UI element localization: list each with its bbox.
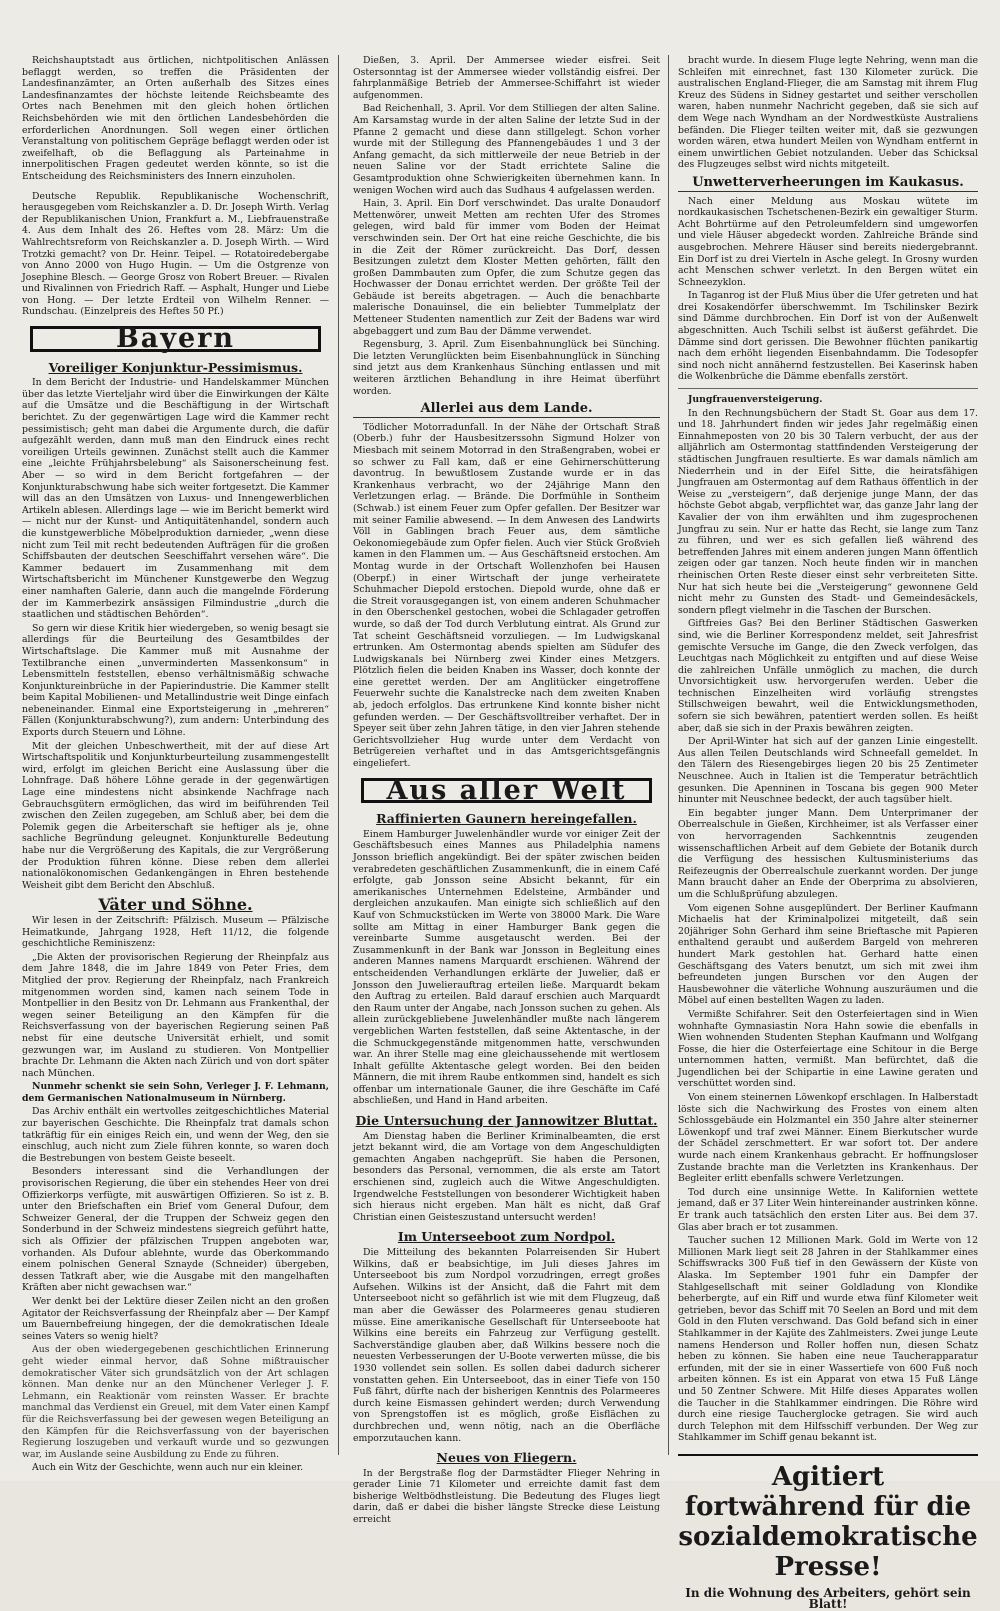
column-middle — [353, 55, 660, 1526]
article-headline: Väter und Söhne. — [98, 895, 253, 915]
article-paragraph: Am Dienstag haben die Berliner Kriminalbeamten, die erst jetzt bekannt wird, die am Vortage von dem Angeschuldigten gemachten Angaben nachgeprüft. Sie haben die Personen, besonders das Personal, vernommen, die als erste am Tatort erschienen sind, zugleich auch die Witwe Angeschuldigten. Irgendwelche Feststellungen von besonderer Wichtigkeit haben sich hieraus nicht ergeben. Man hält es nicht, daß Graf Christian einen Geisteszustand untersucht werden! — [353, 1130, 660, 1223]
ad-tagline: In die Wohnung des Arbeiters, gehört sein Blatt! — [685, 1585, 971, 1611]
article-paragraph: Besonders interessant sind die Verhandlungen der provisorischen Regierung, die über ein stehendes Heer von drei Offizierkorps verfügte, mit auswärtigen Offizieren. So ist z. B. unter den Briefschaften ein Brief vom General Dufour, dem Schweizer General, der die Truppen der Schweiz gegen den Sonderbund in der Schweiz mindestens siegreich geführt hatte, sich als Offizier der pfälzischen Truppen angeboten war, vorhanden. Als Dufour ablehnte, wurde das Oberkommando einem polnischen General Sznayde (Schneider) übergeben, dessen Tatkraft aber, wie die Ausgabe mit den mangelhaften Kräften aber nicht gewachsen war.“ — [22, 1166, 329, 1294]
article-headline: Raffinierten Gaunern hereingefallen. — [376, 811, 637, 827]
article-paragraph: Nunmehr schenkt sie sein Sohn, Verleger J. F. Lehmann, dem Germanischen Nationalmuseum in Nürnberg. — [22, 1081, 329, 1104]
article-paragraph: Mit der gleichen Unbeschwertheit, mit der auf diese Art Wirtschaftspolitik und Konjunkturbeurteilung zusammengestellt wird, erfolgt im gleichen Bericht eine Auslassung über die Lohnfrage. Daß höhere Löhne gerade in der gegenwärtigen Lage eine mindestens nicht absinkende Nachfrage nach Gebrauchsgütern ermöglichen, das wird im beiführenden Teil zwischen den Zeilen zugegeben, am Schluß aber, bei dem die Polemik gegen die Arbeiterschaft sie heftiger als je, ohne sachliche Begründung geleugnet. Konjunkturelle Bedeutung habe nur die Vergrößerung des Kapitals, die zur Vergrößerung der Produktion führen könne. Diese reben dem allerlei nationalökonomischen Gedankengängen in Ehren bestehende Weisheit gibt dem Bericht den Abschluß. — [22, 740, 329, 891]
article-paragraph: Giftfreies Gas? Bei den Berliner Städtischen Gaswerken sind, wie die Berliner Korrespondenz meldet, seit Jahresfrist gemischte Versuche im Gange, die den Zweck verfolgen, das Leuchtgas nach Möglichkeit zu entgiften und auf diese Weise die zahlreichen Unfälle unmöglich zu machen, die durch Unvorsichtigkeit usw. hervorgerufen werden. Ueber die technischen Einzelheiten wird vorläufig strengstes Stillschweigen bewahrt, weil die Entwicklungsmethoden, sofern sie sich bewähren, patentiert werden sollen. Es heißt aber, daß sie sich in der Praxis bewähren zeigten. — [678, 618, 978, 734]
article-paragraph: Taucher suchen 12 Millionen Mark. Gold im Werte von 12 Millionen Mark liegt seit 28 Jahren in der Stahlkammer eines Schiffswracks 300 Fuß tief in den Gewässern der Küste von Alaska. Im September 1901 fuhr ein Dampfer der Stahlgesellschaft mit seiner Goldladung von Klondike beherbergte, auf ein Riff und wurde etwa fünf Kilometer weit getrieben, bevor das Schiff mit 70 Seelen an Bord und mit dem Gold in den Fluten verschwand. Das Gold befand sich in einer Stahlkammer in der Kajüte des Zahlmeisters. Zwei junge Leute namens Henderson und Roller hoffen nun, diesen Schatz heben zu können. Sie haben eine neue Taucherapparatur erfunden, mit der sie in einer Wassertiefe von 600 Fuß noch arbeiten können. Es ist ein Apparat von etwa 15 Fuß Länge und 50 Zentner Schwere. Mit Hilfe dieses Apparates wollen die Taucher in die Stahlkammer eindringen. Die Röhre wird durch eine riesige Taucherglocke getragen. Sie wird auch durch Telephon mit dem Hilfsschiff verbunden. Der Weg zur Stahlkammer im Schiff genau bekannt ist. — [678, 1235, 978, 1444]
article-paragraph: In der Bergstraße flog der Darmstädter Flieger Nehring in gerader Linie 71 Kilometer und erreichte damit fast dem bisherige Weltbödhstleistung. Die Bedeutung des Fluges liegt darin, daß er dabei die bisher längste Strecke diese Leistung erreicht — [353, 1467, 660, 1526]
article-paragraph: Tod durch eine unsinnige Wette. In Kalifornien wettete jemand, daß er 37 Liter Wein hintereinander austrinken könne. Er trank auch tatsächlich den ersten Liter aus. Bei dem 37. Glas aber brach er tot zusammen. — [678, 1186, 978, 1233]
divider — [678, 388, 978, 389]
column-rule — [338, 55, 339, 1455]
section-title-bayern: Bayern — [30, 326, 321, 352]
section-title-welt: Aus aller Welt — [361, 778, 652, 804]
column-right — [678, 55, 979, 1611]
article-headline: Neues von Fliegern. — [436, 1450, 577, 1466]
article-paragraph: Der April-Winter hat sich auf der ganzen Linie eingestellt. Aus allen Teilen Deutschlands wird Schneefall gemeldet. In den Tälern des Riesengebirges liegen 20 bis 25 Zentimeter Neuschnee. Auch in Italien ist die Temperatur beträchtlich gesunken. Die Apenninen in Toscana bis gegen 900 Meter hinunter mit Neuschnee bedeckt, der auch tagsüber hielt. — [678, 736, 978, 806]
article-paragraph: Wer denkt bei der Lektüre dieser Zeilen nicht an den großen Agitator der Reichsverfassung der Rheinpfalz aber — Der Kampf um Bauernbefreiung hingegen, der die demokratischen Ideale seines Vaters so wenig hielt? — [22, 1295, 329, 1342]
article-paragraph: Bad Reichenhall, 3. April. Vor dem Stilliegen der alten Saline. Am Karsamstag wurde in der alten Saline der letzte Sud in der Pfanne 2 gemacht und diese dann stillgelegt. Schon vorher wurde mit der Stillegung des Pfannengebäudes 1 und 3 der Anfang gemacht, da sich mittlerweile der neue Betrieb in der neuen Saline vor der Stadt errichtete Saline die Gesamtproduktion ohne Schwierigkeiten übernehmen kann. In wenigen Wochen wird auch das Sudhaus 4 aufgelassen werden. — [353, 103, 660, 196]
article-paragraph: Tödlicher Motorradunfall. In der Nähe der Ortschaft Straß (Oberb.) fuhr der Hausbesitzerssohn Sigmund Holzer von Miesbach mit seinem Motorrad in den Straßengraben, wobei er so schwer zu Fall kam, daß er eine Gehirnerschütterung davontrug. In bewußtlosem Zustande wurde er in das Krankenhaus verbracht, wo der 24jährige Mann den Verletzungen erlag. — Brände. Die Dorfmühle in Sontheim (Schwab.) ist einem Feuer zum Opfer gefallen. Der Besitzer war mit seiner Familie abwesend. — In dem Anwesen des Landwirts Völl in Gablingen brach Feuer aus, dem sämtliche Oekonomiegebäude zum Opfer fielen. Auch vier Stück Großvieh kamen in den Flammen um. — Aus Geschäftsneid erstochen. Am Montag wurde in der Ortschaft Wollenzhofen bei Hausen (Oberpf.) in einer Wirtschaft der junge verheiratete Schuhmacher Diepold erstochen. Diepold wurde, ohne daß er die Streit vorausgegangen ist, von einem anderen Schuhmacher in den Oberschenkel gestochen, wobei die Schlagader getroffen wurde, so daß der Tod durch Verblutung eintrat. Als Grund zur Tat scheint Geschäftsneid vorzuliegen. — Im Ludwigskanal ertrunken. Am Ostermontag abends spielten am Südufer des Ludwigskanals bei Nürnberg zwei Kinder eines Metzgers. Plötzlich fielen die beiden Knaben ins Wasser, doch konnte der eine gerettet werden. Der am Anglitücker eingetroffene Feuerwehr suchte die Kanalstrecke nach dem zweiten Knaben ab, jedoch erfolglos. Das ertrunkene Kind konnte bisher nicht gefunden werden. — Der Geschäftsvolltreiber verhaftet. Der in Speyer seit über zehn Jahren tätige, in den vier Jahren stehende Gerichtsvollzieher Hug wurde unter dem Verdacht von Betrügereien verhaftet und in das Amtsgerichtsgefängnis eingeliefert. — [353, 421, 660, 770]
article-paragraph: Vom eigenen Sohne ausgeplündert. Der Berliner Kaufmann Michaelis hat der Kriminalpolizei mitgeteilt, daß sein 20jähriger Sohn Gerhard ihm seine Brieftasche mit Papieren enthaltend geraubt und außerdem Bargeld von mehreren hundert Mark gestohlen hat. Gerhard hatte einen Geschäftsgang des Vaters benutzt, um sich mit zwei ihm befreundeten jungen Burschen vor den Augen der Hausbewohner die väterliche Wohnung auszuräumen und die Möbel auf einen bestellten Wagen zu laden. — [678, 902, 978, 1007]
article-paragraph: Das Archiv enthält ein wertvolles zeitgeschichtliches Material zur bayerischen Geschichte. Die Rheinpfalz trat damals schon tatkräftig für ein einiges Reich ein, und wenn der Weg, den sie einschlug, auch nicht zum Ziele führen konnte, so waren doch die Bestrebungen von bestem Geiste beseelt. — [22, 1106, 329, 1164]
article-paragraph: Die Mitteilung des bekannten Polarreisenden Sir Hubert Wilkins, daß er beabsichtige, im Juli dieses Jahres im Unterseeboot bis zum Nordpol vorzudringen, erregt großes Aufsehen. Wilkins ist der Ansicht, daß die Fahrt mit dem Unterseeboot nicht so gefährlich ist wie mit dem Flugzeug, daß man aber die Gewässer des Polarmeeres genau studieren müsse. Eine amerikanische Gesellschaft für Unterseeboote hat Wilkins eine bereits ein Fahrzeug zur Verfügung gestellt. Sachverständige glauben aber, daß Wilkins bessere noch die neuesten Verbesserungen der U-Boote verwerten müsse, die bis 1930 vollendet sein sollen. Es sollen dabei dadurch sicherer vonstatten gehen. Ein Unterseeboot, das in einer Tiefe von 150 Fuß fährt, dürfte nach der bisherigen Kenntnis des Polarmeeres durch keine Eismassen gehindert werden; durch Verwendung von Sprengstoffen ist es möglich, große Eisflächen zu durchbrechen und, wenn nötig, nach an die Oberfläche emporzutauchen kann. — [353, 1247, 660, 1444]
article-headline: Voreiliger Konjunktur-Pessimismus. — [48, 359, 303, 375]
article-paragraph: Einem Hamburger Juwelenhändler wurde vor einiger Zeit der Geschäftsbesuch eines Mannes aus Philadelphia namens Jonsson brieflich angekündigt. Bei der später zwischen beiden verabredeten geschäftlichen Zusammenkunft, die in einem Café erfolgte, gab Jonsson seine Absicht bekannt, für ein amerikanisches Unternehmen Edelsteine, Armbänder und dergleichen anzukaufen. Man einigte sich schließlich auf den Kauf von Schmuckstücken im Werte von 38000 Mark. Die Ware sollte am Mittag in einer Hamburger Bank gegen die vereinbarte Summe ausgetauscht werden. Bei der Zusammenkunft in der Bank war Jonsson in Begleitung eines anderen Mannes namens Marquardt erschienen. Während der entscheidenden Verhandlungen erklärte der Juwelier, daß er Jonsson den Juwelierauftrag erteilen ließe. Marquardt bekam den Auftrag zu erteilen. Bald darauf erschien auch Marquardt den Raum unter der Angabe, nach Jonsson suchen zu gehen. Als allein zurückgebliebene Juwelenhändler mußte nach längerem vergeblichen Warten feststellen, daß seine Aktentasche, in der die Schmuckgegenstände mitgenommen hatte, verschwunden war. An ihrer Stelle mag eine gleichaussehende mit wertlosem Inhalt gefüllte Aktentasche gelegt worden. Bei den beiden Männern, die mit ihrem Raube entkommen sind, handelt es sich offenbar um internationale Gauner, die ihre Geschäfte im Café abschließen, und Hand in Hand arbeiten. — [353, 828, 660, 1107]
column-left — [22, 55, 329, 1474]
headline-inline: Jungfrauenversteigerung. — [688, 394, 823, 406]
article-paragraph: Vermißte Schifahrer. Seit den Osterfeiertagen sind in Wien wohnhafte Gymnasiastin Nora Hahn sowie die ebenfalls in Wien wohnenden Studenten Stephan Kaufmann und Wolfgang Fosse, die hier die Osterfeiertage eine Schitour in die Berge unternommen hatten, vermißt. Man befürchtet, daß die Jugendlichen bei der Schipartie in eine Lawine geraten und verschüttet worden sind. — [678, 1008, 978, 1090]
article-paragraph: bracht wurde. In diesem Fluge legte Nehring, wenn man die Schleifen mit einrechnet, fast 130 Kilometer zurück. Die australischen England-Flieger, die am Samstag mit ihrem Flug Kreuz des Südens in Sidney gestartet und seither verschollen waren, haben nunmehr Nachricht gegeben, daß sie sich auf dem Wege nach Wyndham an der Nordwestküste Australiens befänden. Die Flieger teilten weiter mit, daß sie gezwungen worden wären, etwa hundert Meilen von Wyndham entfernt in einem unwirtlichen Gebiet notzulanden. Ueber das Schicksal des Flugzeuges selbst wird nichts mitgeteilt. — [678, 55, 978, 171]
article-headline: Unwetterverheerungen im Kaukasus. — [678, 177, 978, 192]
article-paragraph — [678, 394, 978, 406]
advertisement — [678, 1454, 978, 1611]
article-paragraph: Regensburg, 3. April. Zum Eisenbahnunglück bei Sünching. Die letzten Verunglückten beim Eisenbahnunglück in Sünching sind jetzt aus dem Krankenhaus Sünching entlassen und mit weiteren ärztlichen Behandlung in ihre Heimat überführt worden. — [353, 339, 660, 397]
article-paragraph: In Taganrog ist der Fluß Mius über die Ufer getreten und hat drei Kosakendörfer überschwemmt. Im Tschilinsker Bezirk sind Dämme durchbrochen. Ein Dorf ist von der Außenwelt abgeschnitten. Auch Tschili selbst ist äußerst gefährdet. Die Dämme sind dort gerissen. Die Bewohner flüchten panikartig nach dem erhöht liegenden Eisenbahndamm. Die Todesopfer sind noch nicht annähernd festzustellen. Bei Kaserinsk haben die Wolkenbrüche die Dämme ebenfalls zerstört. — [678, 290, 979, 383]
ad-line: sozialdemokratische Presse! — [678, 1521, 978, 1582]
article-paragraph: Dießen, 3. April. Der Ammersee wieder eisfrei. Seit Ostersonntag ist der Ammersee wieder vollständig eisfrei. Der fahrplanmäßige Betrieb der Ammersee-Schiffahrt ist wieder aufgenommen. — [353, 55, 660, 101]
article-paragraph: Von einem steinernen Löwenkopf erschlagen. In Halberstadt löste sich die Nachwirkung des Frostes von einem alten Schlossgebäude ein Holzmantel ein 350 Jahre alter steinerner Löwenkopf und traf zwei Männer. Einem Bierkutscher wurde der Schädel zerschmettert. Er war sofort tot. Der andere wurde nach einem Krankenhaus gebracht. Er hoffnungsloser Zustande brachte man die Verletzten ins Krankenhaus. Der Begleiter erlitt ebenfalls schwere Verletzungen. — [678, 1092, 978, 1185]
article-paragraph: „Die Akten der provisorischen Regierung der Rheinpfalz aus dem Jahre 1848, die im Jahre 1849 von Peter Fries, dem Mitglied der prov. Regierung der Rheinpfalz, nach Frankreich mitgenommen worden sind, kamen nach seinem Tode in Montpellier in den Besitz von Dr. Lehmann aus Frankenthal, der wegen seiner Beteiligung an den Kämpfen für die Reichsverfassung von der bayerischen Regierung seinen Paß nebst für eine deutsche Universität erhielt, und somit gezwungen war, im Ausland zu studieren. Von Montpellier brachte Dr. Lehmann die Akten nach Zürich und von dort später nach München. — [22, 951, 329, 1079]
article-paragraph: Wir lesen in der Zeitschrift: Pfälzisch. Museum — Pfälzische Heimatkunde, Jahrgang 1928, Heft 11/12, die folgende geschichtliche Reminiszenz: — [22, 914, 329, 950]
article-paragraph: In dem Bericht der Industrie- und Handelskammer München über das letzte Vierteljahr wird über die Einwirkungen der Kälte auf die Umsätze und die Beschäftigung in der Wirtschaft berichtet. Zu der gegenwärtigen Lage wird die Kammer recht pessimistisch; geht man dabei die Argumente durch, die dafür aufgezählt werden, dann muß man den Eindruck eines recht voreiligen Urteils gewinnen. Zunächst stellt auch die Kammer eine „leichte Frühjahrsbelebung“ als Saisonerscheinung fest. Aber — so wird in dem Bericht fortgefahren — der Konjunkturabschwung habe sich weiter fortgesetzt. Die Kammer will das an den Umsätzen von Luxus- und Innengewerblichen Artikeln ablesen. Allerdings lage — wie im Bericht bemerkt wird — nicht nur der Kunst- und Antiquitätenhandel, sondern auch die kunstgewerbliche Möbelproduktion darnieder, „wenn diese nicht zum Teil mit recht bedeutenden Aufträgen für die großen Schiffsbauten der deutschen Seeschiffahrt versehen wäre“. Die Kammer bedauert im Zusammenhang mit dem Wirtschaftsbericht im Münchener Kunstgewerbe den Wegzug einer namhaften Galerie, dann auch die mangelnde Förderung der im Kammerbezirk ansässigen Filmindustrie „durch die staatlichen und städtischen Behörden“. — [22, 377, 329, 621]
article-paragraph: In den Rechnungsbüchern der Stadt St. Goar aus dem 17. und 18. Jahrhundert finden wir jedes Jahr regelmäßig einen Einnahmeposten von 20 bis 30 Talern verbucht, der aus der alljährlich am Ostermontag stattfindenden Versteigerung der städtischen Jungfrauen resultierte. Es war damals nämlich am Niederrhein und in der Eifel Sitte, die heiratsfähigen Jungfrauen am Ostermontag auf dem Rathaus öffentlich in der Weise zu „versteigern“, daß derjenige junge Mann, der das höchste Gebot abgab, verpflichtet war, das ganze Jahr lang der Kavalier der von ihm erwählten und ihm zugesprochenen Jungfrau zu sein. Nur er hatte das Recht, sie lange zum Tanz zu führen, und wer es sich gefallen ließ während des betreffenden Jahres mit einem anderen jungen Mann öffentlich zeigen oder gar tanzen. Noch heute finden wir in manchen rheinischen Orten Reste dieser einst sehr verbreiteten Sitte. Nur hat sich heute bei die „Versteigerung“ gewonnene Geld nicht mehr zu Gunsten des Stadt- und Gemeindesäckels, sondern pflegt vielmehr in die Taschen der Burschen. — [678, 407, 978, 616]
article-headline: Im Unterseeboot zum Nordpol. — [397, 1229, 616, 1245]
column-rule — [668, 55, 669, 1455]
article-paragraph: Deutsche Republik. Republikanische Wochenschrift, herausgegeben vom Reichskanzler a. D. Dr. Joseph Wirth. Verlag der Republikanischen Union, Frankfurt a. M., Liebfrauenstraße 4. Aus dem Inhalt des 26. Heftes vom 28. März: Um die Wahlrechtsreform von Reichskanzler a. D. Joseph Wirth. — Wird Trotzki gemacht? von Dr. Heinr. Teipel. — Rotatoiredebergabe von Anno 2000 von Hugo Hugin. — Um die Ostgrenze von Josephine Blesch. — George Grosz von Robert Breuer. — Rivalen und Rivalinnen von Friedrich Raff. — Asphalt, Hunger und Liebe von Hong. — Der letzte Erdteil von Wilhelm Renner. — Rundschau. (Einzelpreis des Heftes 50 Pf.) — [22, 190, 329, 318]
article-paragraph: So gern wir diese Kritik hier wiedergeben, so wenig besagt sie allerdings für die Beurteilung des Gesamtbildes der Wirtschaftslage. Die Kammer muß mit Ausnahme der Textilbranche einen „unverminderten Massenkonsum“ in Lebensmitteln feststellen, ebenso verhältnismäßig schwache Konjunktureinbrüche in der Papierindustrie. Die Kammer stellt beim Kapital Mobilienen- und Metallindustrie weit Dinge einfach nebeneinander. Einmal eine Exportsteigerung in „mehreren“ Fällen (Konjunkturabschwung?), zum andern: Unterbindung des Exports durch Steuern und Löhne. — [22, 622, 329, 739]
article-paragraph: Aus der oben wiedergegebenen geschichtlichen Erinnerung geht wieder einmal hervor, daß Sohne mißtrauischer demokratischer Väter sich grundsätzlich von der Art schlagen können. Man denke nur an den Münchener Verleger J. F. Lehmann, ein Reaktionär vom reinsten Wasser. Er brachte manchmal das Verdienst ein Greuel, mit dem Vater einen Kampf für die Reichsverfassung bei der gewesen wegen Beteiligung an den Kämpfen für die Reichsverfassung von der bayerischen Regierung loszugeben und verkauft wurde und so gezwungen war, im Auslande seine Ausbildung zu Ende zu führen. — [22, 1344, 329, 1460]
article-paragraph: Nach einer Meldung aus Moskau wütete im nordkaukasischen Tschetschenen-Bezirk ein gewaltiger Sturm. Acht Bohrtürme auf den Petroleumfeldern sind umgeworfen und viele Häuser abgedeckt worden. Zahlreiche Brände sind ausgebrochen. Mehrere Häuser sind bereits niedergebrannt. Ein Dorf ist zu drei Vierteln in Asche gelegt. In Grosny wurden acht Menschen schwer verletzt. In den Bergen wütet ein Schneezyklon. — [678, 195, 978, 288]
article-headline: Die Untersuchung der Jannowitzer Bluttat. — [355, 1113, 658, 1129]
ad-line: Agitiert fortwährend für die — [684, 1461, 972, 1522]
article-paragraph: Auch ein Witz der Geschichte, wenn auch nur ein kleiner. — [32, 1462, 304, 1474]
article-paragraph: Ein begabter junger Mann. Dem Unterprimaner der Oberrealschule in Gießen, Kirchheimer, ist als Verfasser einer von hervorragenden Sachkenntnis zeugenden wissenschaftlichen Arbeit auf dem Gebiete der Botanik durch die Verfügung des hessischen Kultusministeriums das Reifezeugnis der Oberrealschule zuerkannt worden. Der junge Mann braucht daher an Ende der Oberprima zu absolvieren, um die Schlußprüfung abzulegen. — [678, 807, 978, 900]
article-headline: Allerlei aus dem Lande. — [353, 403, 660, 418]
article-paragraph: Hain, 3. April. Ein Dorf verschwindet. Das uralte Donaudorf Mettenwörer, unweit Metten am rechten Ufer des Stromes gelegen, wird bald für immer vom Boden der Heimat verschwinden sein. Der Ort hat eine reiche Geschichte, die bis in die Zeit der Römer zurückreicht. Das Dorf, dessen Besitzungen zuletzt dem Kloster Metten gehörten, fällt den großen Dammbauten zum Opfer, die zum Schutze gegen das Hochwasser der Donau errichtet werden. Der größte Teil der Gebäude ist bereits abgetragen. — Auch die benachbarte malerische Donauinsel, die ein beliebter Tummelplatz der Metteneer Studenten namentlich zur Zeit der Badens war wird abgebaggert und zum Bau der Dämme verwendet. — [353, 198, 660, 337]
article-paragraph: Reichshauptstadt aus örtlichen, nichtpolitischen Anlässen beflaggt werden, so treffen die Präsidenten der Landesfinanzämter, an Orten außerhalb des Sitzes eines Landesfinanzamtes der höchste leitende Reichsbeamte des Ortes nach Benehmen mit den gleich hohen örtlichen Reichsbehörden wie mit den örtlichen Landesbehörden die erforderlichen Anordnungen. Soll wegen einer örtlichen Veranstaltung von politischem Gepräge beflaggt werden oder ist zweifelhaft, ob die Beflaggung als Parteinahme in innerpolitischen Fragen gedeutet werden könnte, so ist die Entscheidung des Reichsministers des Innern einzuholen. — [22, 55, 329, 182]
